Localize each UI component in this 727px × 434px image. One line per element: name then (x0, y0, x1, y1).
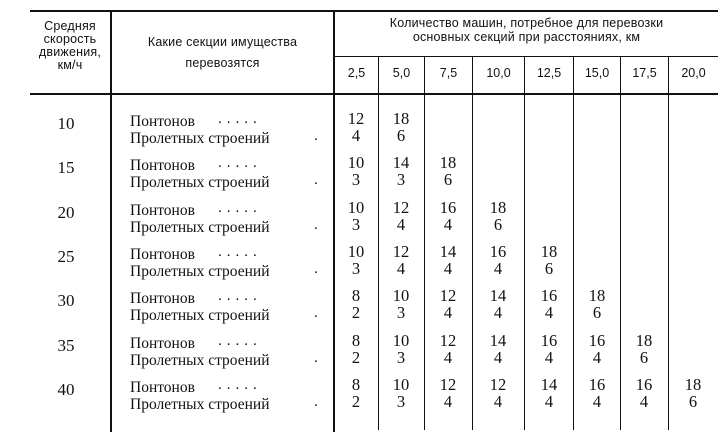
pontoons-count: 10 (347, 197, 365, 217)
col-divider-7 (668, 56, 669, 430)
pontoons-count: 10 (347, 241, 365, 261)
speed-value: 35 (57, 335, 75, 355)
spans-count: 4 (592, 347, 602, 367)
section-label-pontoons: Понтонов (130, 201, 195, 219)
pontoons-count: 18 (392, 109, 410, 128)
pontoons-count: 8 (351, 374, 361, 394)
section-label-spans: Пролетных строений (130, 218, 270, 236)
pontoons-count: 12 (489, 374, 507, 394)
pontoons-count: 18 (439, 153, 457, 173)
section-label-pontoons: Понтонов (130, 245, 195, 263)
top-rule (30, 10, 718, 12)
spans-count: 4 (396, 214, 406, 234)
speed-value: 25 (57, 246, 75, 266)
distance-header: 10,0 (486, 66, 511, 80)
leader-dots: . (314, 172, 323, 189)
spans-count: 3 (351, 214, 361, 234)
pontoons-count: 14 (439, 241, 457, 261)
section-label-pontoons: Понтонов (130, 334, 195, 352)
leader-dots: ..... (218, 155, 262, 172)
spans-count: 2 (351, 391, 361, 411)
spans-count: 3 (351, 170, 361, 190)
sections-header-line: перевозятся (185, 56, 260, 70)
spans-count: 3 (351, 258, 361, 278)
pontoons-count: 16 (540, 286, 558, 306)
speed-header (30, 20, 110, 72)
spans-count: 4 (592, 391, 602, 411)
section-label-spans: Пролетных строений (130, 395, 270, 413)
pontoons-count: 18 (540, 241, 558, 261)
sections-header-line: Какие секции имущества (147, 35, 298, 49)
pontoons-count: 18 (684, 374, 702, 394)
col-divider-1 (378, 56, 379, 430)
spans-count: 3 (396, 303, 406, 323)
leader-dots: ..... (218, 243, 262, 260)
leader-dots: . (314, 128, 323, 144)
speed-value: 30 (57, 291, 75, 311)
spans-count: 6 (688, 391, 698, 411)
spans-count: 4 (351, 126, 361, 145)
distance-header: 7,5 (439, 66, 458, 80)
spans-count: 4 (544, 303, 554, 323)
distance-subheader-rule (333, 56, 718, 57)
col-divider-3 (472, 56, 473, 430)
distance-header: 17,5 (632, 66, 657, 80)
distance-header: 2,5 (347, 66, 366, 80)
leader-dots: ..... (218, 199, 262, 216)
section-label-pontoons: Понтонов (130, 157, 195, 175)
spans-count: 6 (493, 214, 503, 234)
speed-header-line: скорость (43, 32, 97, 46)
col-divider-4 (524, 56, 525, 430)
pontoons-count: 16 (540, 330, 558, 350)
pontoons-count: 18 (588, 286, 606, 306)
speed-value: 15 (57, 158, 75, 178)
speed-header-line: движения, (38, 45, 102, 59)
spans-count: 2 (351, 347, 361, 367)
spans-count: 3 (396, 170, 406, 190)
count-header (335, 16, 718, 44)
pontoons-count: 16 (588, 330, 606, 350)
pontoons-count: 18 (489, 197, 507, 217)
sections-header (112, 32, 333, 74)
pontoons-count: 14 (489, 330, 507, 350)
spans-count: 4 (493, 303, 503, 323)
pontoons-count: 8 (351, 286, 361, 306)
leader-dots: . (314, 216, 323, 233)
speed-value: 10 (57, 114, 75, 133)
pontoons-count: 16 (635, 374, 653, 394)
pontoons-count: 10 (392, 330, 410, 350)
distance-header: 20,0 (681, 66, 706, 80)
col-divider-2 (424, 56, 425, 430)
pontoons-count: 12 (392, 197, 410, 217)
spans-count: 4 (493, 391, 503, 411)
spans-count: 4 (493, 347, 503, 367)
speed-header-line: км/ч (57, 58, 83, 72)
spans-count: 6 (639, 347, 649, 367)
col-divider-5 (573, 56, 574, 430)
pontoons-count: 12 (439, 286, 457, 306)
leader-dots: . (314, 305, 323, 322)
pontoons-count: 12 (439, 374, 457, 394)
pontoons-count: 14 (540, 374, 558, 394)
spans-count: 4 (544, 347, 554, 367)
section-label-spans: Пролетных строений (130, 307, 270, 325)
spans-count: 4 (443, 347, 453, 367)
distance-header: 15,0 (584, 66, 610, 80)
leader-dots: ..... (218, 288, 262, 305)
pontoons-count: 18 (635, 330, 653, 350)
speed-value: 40 (57, 379, 75, 399)
pontoons-count: 10 (347, 153, 365, 173)
section-label-pontoons: Понтонов (130, 113, 195, 130)
spans-count: 4 (493, 258, 503, 278)
leader-dots: ..... (218, 111, 262, 127)
section-label-pontoons: Понтонов (130, 290, 195, 308)
spans-count: 4 (544, 391, 554, 411)
spans-count: 3 (396, 347, 406, 367)
leader-dots: ..... (218, 376, 262, 393)
pontoons-count: 16 (489, 241, 507, 261)
header-bottom-rule (30, 93, 718, 95)
spans-count: 4 (396, 258, 406, 278)
spans-count: 6 (443, 170, 453, 190)
section-label-spans: Пролетных строений (130, 351, 270, 369)
pontoons-count: 16 (439, 197, 457, 217)
pontoons-count: 14 (489, 286, 507, 306)
spans-count: 4 (639, 391, 649, 411)
spans-count: 3 (396, 391, 406, 411)
distance-header: 12,5 (536, 66, 562, 80)
section-label-spans: Пролетных строений (130, 262, 270, 280)
distance-header: 5,0 (392, 66, 411, 80)
pontoons-count: 8 (351, 330, 361, 350)
spans-count: 2 (351, 303, 361, 323)
leader-dots: . (314, 393, 323, 410)
section-label-spans: Пролетных строений (130, 130, 270, 147)
section-label-spans: Пролетных строений (130, 174, 270, 192)
speed-value: 20 (57, 202, 75, 222)
pontoons-count: 12 (347, 109, 365, 128)
spans-count: 4 (443, 303, 453, 323)
pontoons-count: 12 (439, 330, 457, 350)
col-divider-6 (620, 56, 621, 430)
spans-count: 6 (592, 303, 602, 323)
pontoons-count: 12 (392, 241, 410, 261)
pontoons-count: 14 (392, 153, 410, 173)
spans-count: 4 (443, 258, 453, 278)
count-header-line: Количество машин, потребное для перевозки (389, 16, 664, 30)
pontoons-count: 10 (392, 374, 410, 394)
spans-count: 6 (396, 126, 406, 145)
leader-dots: . (314, 349, 323, 366)
section-label-pontoons: Понтонов (130, 378, 195, 396)
leader-dots: ..... (218, 332, 262, 349)
leader-dots: . (314, 260, 323, 277)
count-header-line: основных секций при расстояниях, км (412, 30, 641, 44)
spans-count: 4 (443, 214, 453, 234)
pontoons-count: 10 (392, 286, 410, 306)
pontoons-count: 16 (588, 374, 606, 394)
speed-header-line: Средняя (44, 19, 96, 33)
spans-count: 6 (544, 258, 554, 278)
spans-count: 4 (443, 391, 453, 411)
